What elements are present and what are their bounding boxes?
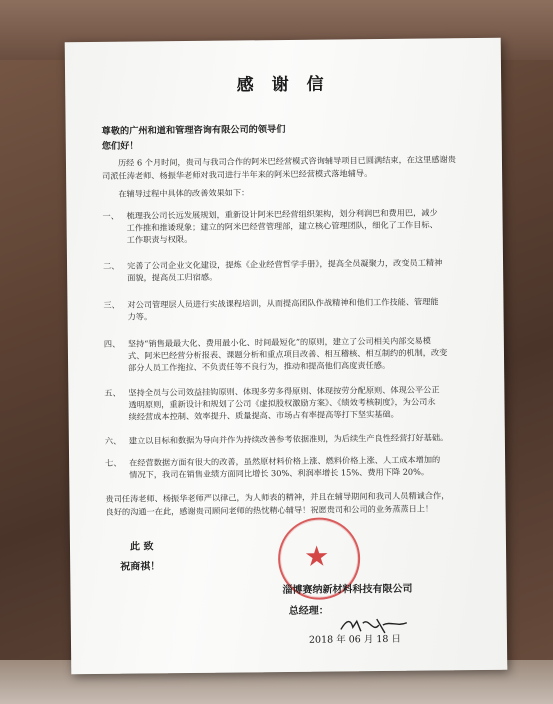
closing-line: 贵司任涛老师、杨振华老师严以律己，为人师表的精神，并且在辅导期间和我司人员精诚合作， — [105, 490, 450, 504]
item-line: 部分人员工作拖拉、不负责任等不良行为，推动和提高他们高度责任感。 — [128, 359, 391, 373]
item-line: 透明原则，重新设计和规划了公司《虚拟股权激励方案》、《绩效考核制度》，为公司永 — [128, 396, 436, 410]
item-line: 完善了公司企业文化建设，提炼《企业经营哲学手册》，提高全员凝聚力，改变员工精神 — [126, 257, 443, 271]
item-number: 二、 — [102, 260, 120, 271]
intro-line: 在辅导过程中具体的改善效果如下： — [118, 187, 250, 199]
item-line: 工作职责与权限。 — [126, 233, 193, 245]
item-line: 对公司管理层人员进行实战课程培训，从而提高团队作战精神和他们工作技能、管理能 — [127, 296, 439, 310]
item-line: 情况下，我司在销售业绩方面同比增长 30%、利润率增长 15%、费用下降 20%。 — [129, 466, 430, 480]
letter-title: 感 谢 信 — [236, 74, 330, 96]
item-number: 六、 — [104, 435, 122, 446]
item-number: 四、 — [103, 338, 121, 349]
salutation-recipient: 尊敬的广州和道和管理咨询有限公司的领导们 — [101, 123, 286, 137]
item-line: 坚持“销售最最大化、费用最小化、时间最短化”的原则，建立了公司相关内部交易模 — [127, 335, 432, 349]
item-number: 一、 — [102, 210, 119, 221]
item-line: 工作推和推诿现象；建立的阿米巴经营管理部，建立核心管理团队，细化了工作目标、 — [126, 219, 438, 233]
item-line: 建立以目标和数据为导向并作为持续改善参考依据准则，为后续生产良性经营打好基础。 — [128, 432, 449, 446]
item-number: 七、 — [105, 457, 122, 468]
closing-line: 良好的沟通一在此，感谢贵司顾问老师的热忱精心辅导！祝愿贵司和公司的业务蒸蒸日上！ — [105, 503, 434, 517]
manager-label: 总经理： — [288, 605, 329, 617]
intro-line: 司派任涛老师、杨振华老师对我司进行半年来的阿米巴经营模式落地辅导。 — [102, 168, 373, 181]
ci-zhi: 此 致 — [129, 541, 154, 553]
item-number: 三、 — [103, 299, 120, 310]
intro-line: 历经 6 个月时间，贵司与我司合作的阿米巴经营模式咨询辅导项目已圆满结束，在这里感谢贵 — [117, 154, 456, 168]
item-line: 续经营成本控制、效率提升、质量提高、市场占有率提高等打下坚实基础。 — [128, 408, 399, 422]
greeting-jing-li: 祝商祺！ — [120, 561, 161, 573]
item-line: 式、阿米巴经营分析报表、课题分析和重点项目改善、相互稽核、相互制约的机制，改变 — [127, 347, 448, 361]
item-line: 坚持全员与公司效益挂钩原则、体现多劳多得原则、体现按劳分配原则、体现公平公正 — [128, 384, 440, 398]
item-line: 面貌，提高员工归宿感。 — [127, 271, 218, 283]
letter-date: 2018 年 06 月 18 日 — [308, 633, 401, 646]
letter-paper — [65, 38, 508, 675]
item-line: 在经营数据方面有很大的改善，虽然原材料价格上涨、燃料价格上涨、人工成本增加的 — [129, 454, 441, 468]
item-number: 五、 — [104, 387, 121, 398]
company-name: 淄博赛纳新材料科技有限公司 — [282, 583, 413, 597]
item-line: 梳理我公司长远发展规划，重新设计阿米巴经营组织架构，划分利润巴和费用巴，减少 — [126, 207, 438, 221]
seal-star-icon: ★ — [303, 539, 330, 573]
salutation-greeting: 您们好！ — [101, 140, 139, 152]
item-line: 力等。 — [127, 311, 153, 322]
